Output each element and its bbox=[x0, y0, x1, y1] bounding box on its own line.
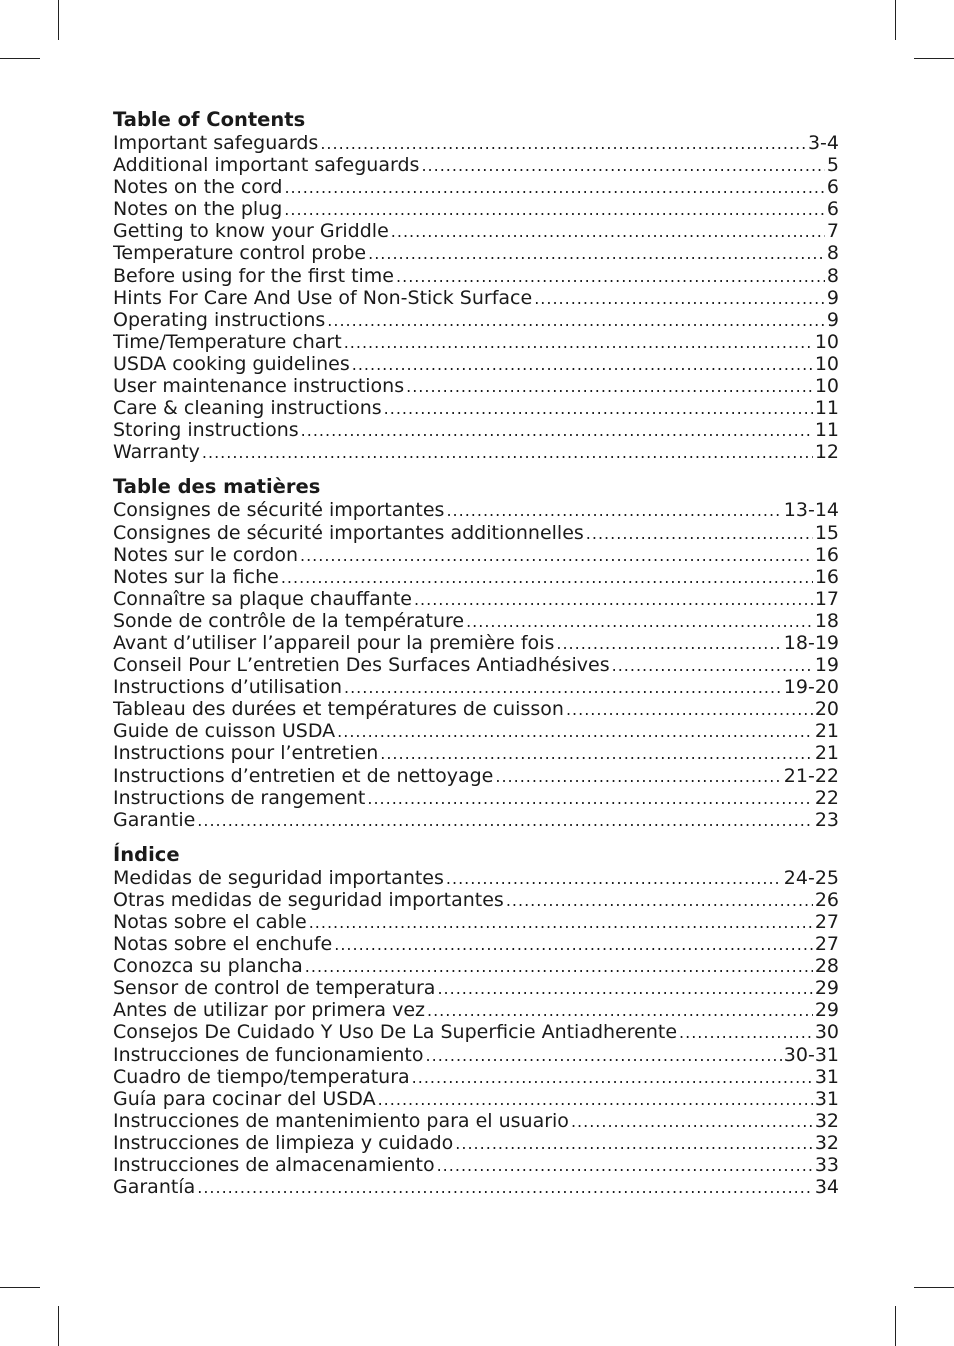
toc-entry bbox=[113, 1066, 839, 1088]
entry-page-number: 21 bbox=[814, 720, 839, 743]
entry-page-number: 31 bbox=[814, 1087, 839, 1110]
toc-entry bbox=[113, 654, 839, 676]
dot-leader bbox=[334, 934, 813, 955]
section-gap bbox=[113, 831, 839, 843]
entry-page-number: 8 bbox=[826, 242, 839, 265]
entry-title: Notas sobre el cable bbox=[113, 911, 307, 933]
entry-page-number: 19-20 bbox=[783, 676, 839, 699]
entry-page-number: 29 bbox=[814, 999, 839, 1022]
section-gap bbox=[113, 463, 839, 475]
toc-entry bbox=[113, 1132, 839, 1154]
toc-entry bbox=[113, 499, 839, 521]
entry-page-number: 11 bbox=[814, 419, 839, 442]
entry-page-number: 12 bbox=[814, 441, 839, 464]
entry-page-number: 6 bbox=[826, 176, 839, 199]
toc-entry bbox=[113, 1154, 839, 1176]
entry-title: Getting to know your Griddle bbox=[113, 220, 389, 243]
toc-entry bbox=[113, 720, 839, 742]
toc-entry bbox=[113, 676, 839, 698]
entry-title: Tableau des durées et températures de cuisson bbox=[113, 698, 564, 721]
dot-leader bbox=[446, 868, 782, 889]
toc-section bbox=[113, 843, 839, 1198]
entry-title: User maintenance instructions bbox=[113, 375, 405, 398]
toc-entry bbox=[113, 999, 839, 1021]
toc-entry bbox=[113, 544, 839, 566]
entry-title: Garantía bbox=[113, 1176, 196, 1199]
entry-page-number: 17 bbox=[814, 587, 839, 610]
toc-entry bbox=[113, 287, 839, 309]
entry-page-number: 27 bbox=[814, 911, 839, 933]
section-heading: Table of Contents bbox=[113, 108, 306, 131]
toc-entry bbox=[113, 867, 839, 889]
entry-title: Otras medidas de seguridad importantes bbox=[113, 888, 504, 911]
entry-title: Sonde de contrôle de la température bbox=[113, 609, 465, 632]
dot-leader bbox=[327, 310, 825, 331]
dot-leader bbox=[414, 589, 813, 610]
dot-leader bbox=[344, 677, 782, 698]
crop-mark-bottom-right-vertical bbox=[895, 1306, 896, 1346]
entry-page-number: 6 bbox=[826, 198, 839, 221]
dot-leader bbox=[437, 978, 812, 999]
toc-entry bbox=[113, 353, 839, 375]
entry-title: Important safeguards bbox=[113, 132, 319, 154]
entry-title: USDA cooking guidelines bbox=[113, 352, 350, 375]
toc-entry bbox=[113, 176, 839, 198]
entry-page-number: 28 bbox=[814, 955, 839, 978]
entry-title: Care & cleaning instructions bbox=[113, 397, 382, 420]
dot-leader bbox=[300, 545, 813, 566]
entry-page-number: 15 bbox=[814, 521, 839, 544]
dot-leader bbox=[506, 890, 813, 911]
entry-title: Temperature control probe bbox=[113, 242, 367, 265]
entry-title: Medidas de seguridad importantes bbox=[113, 866, 444, 889]
toc-entry bbox=[113, 1110, 839, 1132]
entry-title: Consejos De Cuidado Y Uso De La Superficie Antiadherente bbox=[113, 1021, 678, 1044]
entry-title: Sensor de control de temperatura bbox=[113, 977, 436, 1000]
entry-title: Cuadro de tiempo/temperatura bbox=[113, 1065, 410, 1088]
section-heading: Table des matières bbox=[113, 475, 321, 499]
dot-leader bbox=[281, 567, 813, 588]
toc-entry bbox=[113, 331, 839, 353]
toc-entry bbox=[113, 1021, 839, 1043]
dot-leader bbox=[421, 155, 824, 176]
dot-leader bbox=[466, 611, 813, 632]
toc-entry bbox=[113, 588, 839, 610]
dot-leader bbox=[378, 1089, 813, 1110]
entry-title: Instrucciones de almacenamiento bbox=[113, 1154, 435, 1177]
entry-title: Additional important safeguards bbox=[113, 154, 420, 177]
dot-leader bbox=[426, 1045, 782, 1066]
entry-page-number: 10 bbox=[814, 375, 839, 398]
crop-mark-bottom-right-horizontal bbox=[914, 1287, 954, 1288]
entry-page-number: 19 bbox=[814, 654, 839, 677]
toc-entry bbox=[113, 132, 839, 154]
dot-leader bbox=[495, 766, 781, 787]
dot-leader bbox=[571, 1111, 813, 1132]
dot-leader bbox=[309, 912, 813, 933]
crop-mark-top-right-vertical bbox=[895, 0, 896, 40]
toc-entry bbox=[113, 765, 839, 787]
entry-page-number: 23 bbox=[814, 808, 839, 831]
entry-title: Instrucciones de mantenimiento para el usuario bbox=[113, 1109, 569, 1132]
entry-page-number: 9 bbox=[826, 286, 839, 309]
entry-title: Instructions de rangement bbox=[113, 786, 366, 809]
toc-entry bbox=[113, 1176, 839, 1198]
entry-title: Operating instructions bbox=[113, 308, 326, 331]
dot-leader bbox=[337, 721, 813, 742]
entry-page-number: 5 bbox=[826, 154, 839, 177]
entry-page-number: 11 bbox=[814, 397, 839, 420]
toc-entry bbox=[113, 198, 839, 220]
toc-entry bbox=[113, 698, 839, 720]
entry-page-number: 16 bbox=[814, 543, 839, 566]
entry-page-number: 33 bbox=[814, 1154, 839, 1177]
dot-leader bbox=[367, 788, 812, 809]
entry-title: Instructions d’entretien et de nettoyage bbox=[113, 764, 494, 787]
dot-leader bbox=[384, 398, 813, 419]
entry-page-number: 20 bbox=[814, 698, 839, 721]
entry-page-number: 9 bbox=[826, 308, 839, 331]
dot-leader bbox=[412, 1067, 813, 1088]
entry-page-number: 30-31 bbox=[783, 1043, 839, 1066]
entry-page-number: 32 bbox=[814, 1109, 839, 1132]
toc-entry bbox=[113, 742, 839, 764]
entry-title: Instrucciones de limpieza y cuidado bbox=[113, 1131, 454, 1154]
entry-title: Storing instructions bbox=[113, 419, 299, 442]
toc-entry bbox=[113, 566, 839, 588]
dot-leader bbox=[197, 810, 813, 831]
toc-entry bbox=[113, 787, 839, 809]
entry-title: Notes sur le cordon bbox=[113, 543, 298, 566]
dot-leader bbox=[446, 500, 781, 521]
entry-page-number: 3-4 bbox=[807, 132, 839, 154]
entry-title: Notes on the plug bbox=[113, 198, 283, 221]
crop-mark-top-left-vertical bbox=[58, 0, 59, 40]
dot-leader bbox=[396, 266, 825, 287]
entry-page-number: 10 bbox=[814, 330, 839, 353]
entry-page-number: 13-14 bbox=[783, 499, 839, 522]
crop-mark-bottom-left-vertical bbox=[58, 1306, 59, 1346]
entry-title: Connaître sa plaque chauffante bbox=[113, 587, 412, 610]
section-heading: Índice bbox=[113, 842, 180, 866]
entry-page-number: 21 bbox=[814, 742, 839, 765]
dot-leader bbox=[320, 133, 806, 154]
toc-entry bbox=[113, 375, 839, 397]
dot-leader bbox=[368, 243, 825, 264]
dot-leader bbox=[566, 699, 813, 720]
entry-title: Time/Temperature chart bbox=[113, 330, 342, 353]
entry-page-number: 29 bbox=[814, 977, 839, 1000]
toc-entry bbox=[113, 522, 839, 544]
toc-entry bbox=[113, 154, 839, 176]
toc-entry bbox=[113, 419, 839, 441]
toc-entry bbox=[113, 632, 839, 654]
entry-page-number: 22 bbox=[814, 786, 839, 809]
dot-leader bbox=[380, 743, 813, 764]
dot-leader bbox=[406, 376, 813, 397]
dot-leader bbox=[556, 633, 781, 654]
toc-entry bbox=[113, 610, 839, 632]
toc-entry bbox=[113, 397, 839, 419]
entry-page-number: 8 bbox=[826, 264, 839, 287]
entry-page-number: 27 bbox=[814, 933, 839, 956]
dot-leader bbox=[679, 1022, 813, 1043]
dot-leader bbox=[352, 354, 813, 375]
entry-page-number: 10 bbox=[814, 352, 839, 375]
entry-page-number: 31 bbox=[814, 1065, 839, 1088]
dot-leader bbox=[301, 420, 813, 441]
entry-title: Consignes de sécurité importantes additionnelles bbox=[113, 521, 584, 544]
entry-page-number: 30 bbox=[814, 1021, 839, 1044]
toc-entry bbox=[113, 265, 839, 287]
dot-leader bbox=[586, 523, 813, 544]
entry-page-number: 26 bbox=[814, 888, 839, 911]
dot-leader bbox=[534, 288, 825, 309]
toc-entry bbox=[113, 955, 839, 977]
toc-section bbox=[113, 108, 839, 463]
toc-entry bbox=[113, 933, 839, 955]
dot-leader bbox=[284, 177, 824, 198]
entry-title: Garantie bbox=[113, 808, 196, 831]
entry-page-number: 24-25 bbox=[783, 866, 839, 889]
crop-mark-bottom-left-horizontal bbox=[0, 1287, 40, 1288]
toc-entry bbox=[113, 977, 839, 999]
entry-title: Instructions d’utilisation bbox=[113, 676, 342, 699]
toc-entry bbox=[113, 441, 839, 463]
dot-leader bbox=[437, 1155, 813, 1176]
entry-title: Guía para cocinar del USDA bbox=[113, 1087, 376, 1110]
entry-title: Hints For Care And Use of Non-Stick Surface bbox=[113, 286, 533, 309]
dot-leader bbox=[455, 1133, 813, 1154]
toc-entry bbox=[113, 1044, 839, 1066]
entry-title: Instructions pour l’entretien bbox=[113, 742, 379, 765]
dot-leader bbox=[391, 221, 825, 242]
dot-leader bbox=[305, 956, 813, 977]
entry-title: Guide de cuisson USDA bbox=[113, 720, 336, 743]
dot-leader bbox=[344, 332, 813, 353]
toc-entry bbox=[113, 309, 839, 331]
toc-section bbox=[113, 475, 839, 830]
toc-entry bbox=[113, 911, 839, 933]
dot-leader bbox=[612, 655, 813, 676]
entry-page-number: 18-19 bbox=[783, 631, 839, 654]
toc-entry bbox=[113, 220, 839, 242]
entry-title: Warranty bbox=[113, 441, 200, 464]
toc-entry bbox=[113, 889, 839, 911]
entry-title: Conozca su plancha bbox=[113, 955, 303, 978]
entry-page-number: 34 bbox=[814, 1176, 839, 1199]
crop-mark-top-left-horizontal bbox=[0, 58, 40, 59]
entry-title: Notas sobre el enchufe bbox=[113, 933, 333, 956]
toc-entry bbox=[113, 809, 839, 831]
entry-title: Antes de utilizar por primera vez bbox=[113, 999, 425, 1022]
dot-leader bbox=[427, 1000, 813, 1021]
dot-leader bbox=[197, 1177, 813, 1198]
table-of-contents bbox=[113, 108, 839, 1198]
entry-title: Instrucciones de funcionamiento bbox=[113, 1043, 424, 1066]
crop-mark-top-right-horizontal bbox=[914, 58, 954, 59]
entry-page-number: 18 bbox=[814, 609, 839, 632]
entry-page-number: 7 bbox=[826, 220, 839, 243]
dot-leader bbox=[202, 442, 813, 463]
toc-entry bbox=[113, 242, 839, 264]
entry-page-number: 32 bbox=[814, 1131, 839, 1154]
entry-title: Notes sur la fiche bbox=[113, 565, 279, 588]
entry-title: Avant d’utiliser l’appareil pour la première fois bbox=[113, 631, 555, 654]
entry-title: Notes on the cord bbox=[113, 176, 283, 199]
entry-page-number: 16 bbox=[814, 565, 839, 588]
entry-title: Consignes de sécurité importantes bbox=[113, 499, 445, 522]
toc-entry bbox=[113, 1088, 839, 1110]
entry-page-number: 21-22 bbox=[783, 764, 839, 787]
entry-title: Before using for the first time bbox=[113, 264, 395, 287]
dot-leader bbox=[284, 199, 825, 220]
entry-title: Conseil Pour L’entretien Des Surfaces Antiadhésives bbox=[113, 654, 610, 677]
